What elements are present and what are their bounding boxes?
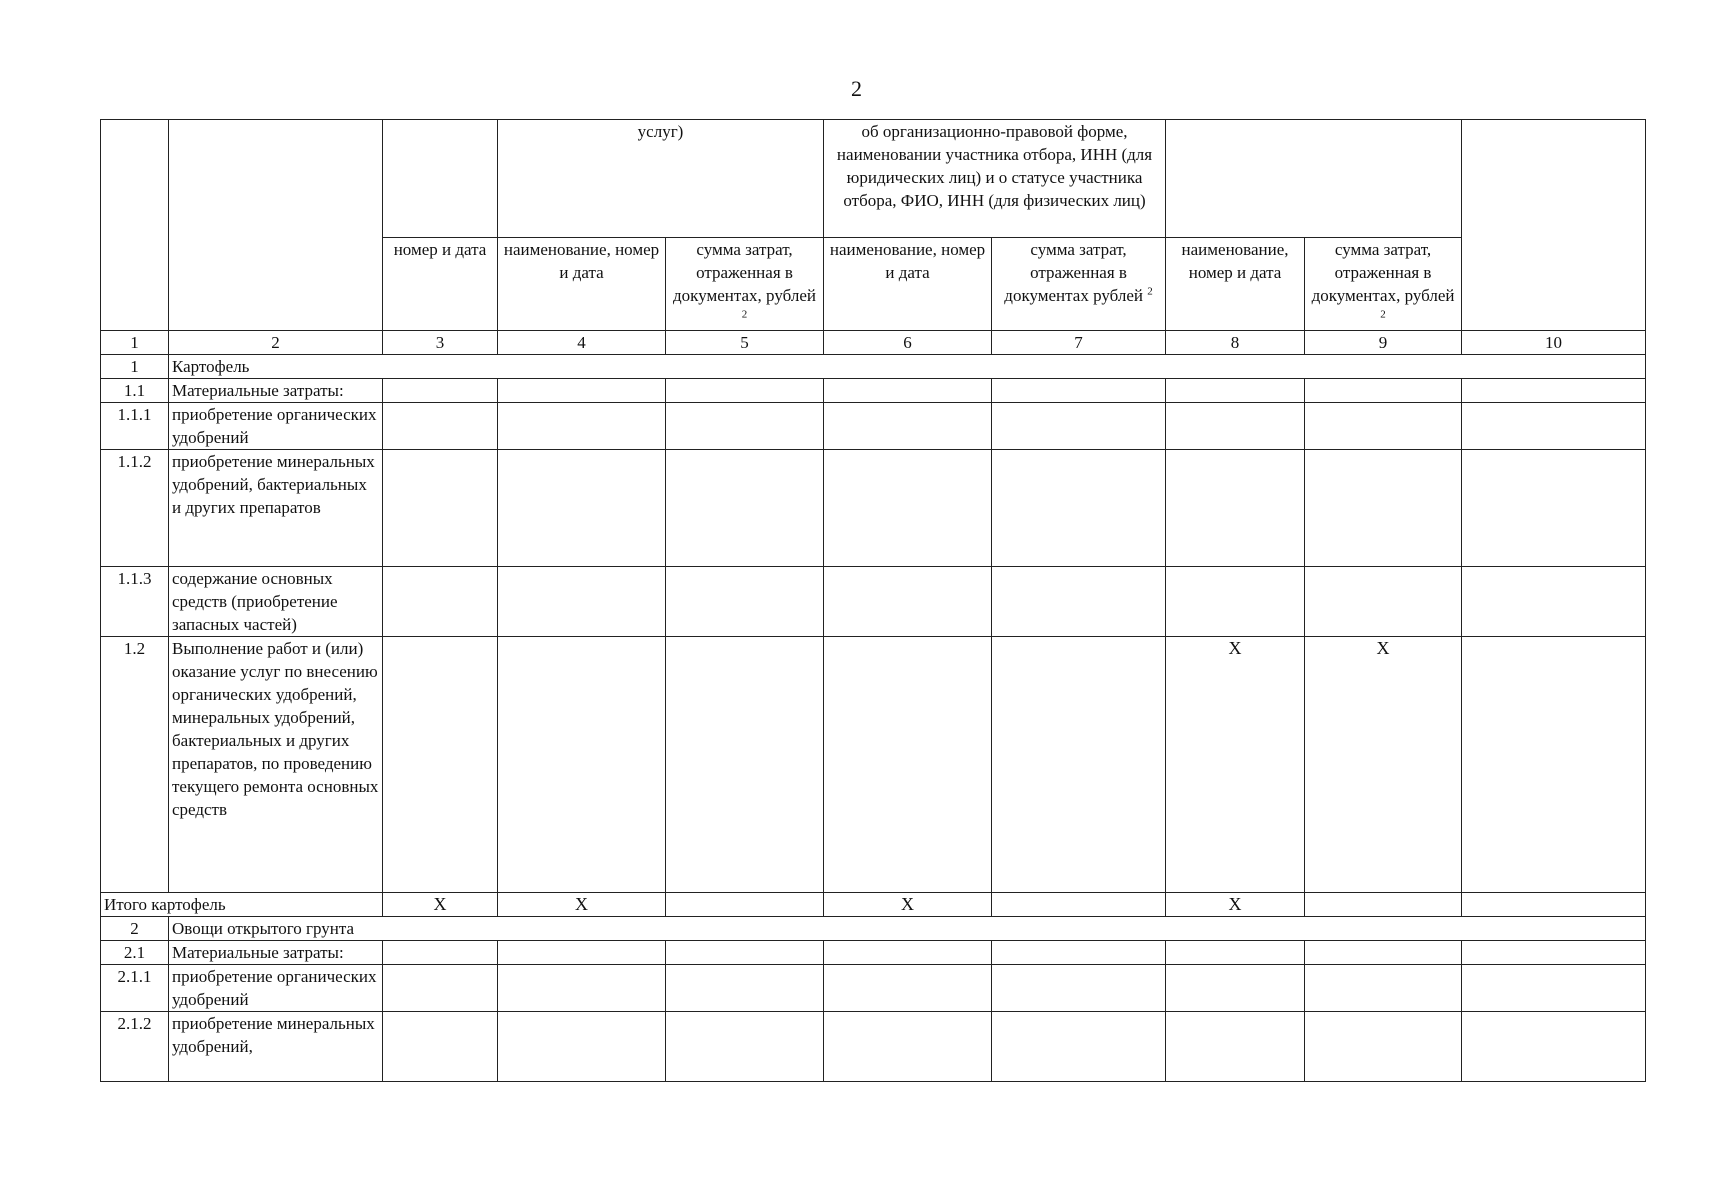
cell	[498, 941, 666, 965]
column-number: 10	[1462, 331, 1646, 355]
cell	[1462, 567, 1646, 637]
table-row	[101, 567, 1646, 637]
header-col6: наименование, номер и дата	[824, 238, 992, 331]
table-row	[101, 450, 1646, 567]
header-row-top	[101, 120, 1646, 238]
cell	[498, 379, 666, 403]
cell	[498, 637, 666, 893]
section-title: Овощи открытого грунта	[169, 917, 1646, 941]
page-number: 2	[851, 76, 862, 101]
cell	[1166, 1012, 1305, 1082]
cell	[992, 567, 1166, 637]
cell	[666, 403, 824, 450]
cell	[824, 637, 992, 893]
row-name: приобретение минеральных удобрений,	[169, 1012, 383, 1082]
column-number: 7	[992, 331, 1166, 355]
cell	[1462, 379, 1646, 403]
header-col7	[992, 238, 1166, 331]
row-name: содержание основных средств (приобретение запасных частей)	[169, 567, 383, 637]
cell	[1305, 893, 1462, 917]
cell	[1462, 403, 1646, 450]
cell	[383, 637, 498, 893]
footnote-mark: 2	[1147, 285, 1153, 298]
section-row-potato	[101, 355, 1646, 379]
table-row	[101, 637, 1646, 893]
row-number: 1.1.2	[101, 450, 169, 567]
cell	[1462, 965, 1646, 1012]
header-col5-text: сумма затрат, отраженная в документах, рублей	[673, 240, 816, 305]
row-name: Выполнение работ и (или) оказание услуг по внесению органических удобрений, минеральных удобрений, бактериальных и других препаратов, по проведению текущего ремонта основных средств	[169, 637, 383, 893]
column-number: 2	[169, 331, 383, 355]
header-col4: наименование, номер и дата	[498, 238, 666, 331]
cell	[383, 965, 498, 1012]
row-name: приобретение органических удобрений	[169, 403, 383, 450]
cell	[1305, 941, 1462, 965]
cell	[498, 450, 666, 567]
cell	[666, 893, 824, 917]
footnote-mark: 2	[1380, 308, 1386, 321]
cell	[498, 965, 666, 1012]
header-col5	[666, 238, 824, 331]
row-name: приобретение минеральных удобрений, бактериальных и других препаратов	[169, 450, 383, 567]
cell	[1462, 637, 1646, 893]
column-numbers-row	[101, 331, 1646, 355]
cell	[992, 450, 1166, 567]
row-number: 2.1	[101, 941, 169, 965]
cell	[498, 567, 666, 637]
cell	[824, 941, 992, 965]
cell	[383, 379, 498, 403]
footnote-mark: 2	[741, 308, 748, 321]
header-col7-text: сумма затрат, отраженная в документах рублей	[1004, 240, 1143, 305]
cell	[383, 403, 498, 450]
cell	[1305, 965, 1462, 1012]
cell	[1166, 567, 1305, 637]
cell	[1166, 941, 1305, 965]
column-number: 5	[666, 331, 824, 355]
row-number: 1.1.3	[101, 567, 169, 637]
cost-table	[100, 119, 1646, 1082]
x-mark: X	[824, 893, 992, 917]
cell	[992, 637, 1166, 893]
cell	[1305, 1012, 1462, 1082]
cell	[1166, 450, 1305, 567]
row-name: Материальные затраты:	[169, 941, 383, 965]
cell	[992, 893, 1166, 917]
cell	[666, 450, 824, 567]
header-col9	[1305, 238, 1462, 331]
cell	[383, 567, 498, 637]
cell	[1305, 450, 1462, 567]
cell	[666, 567, 824, 637]
x-mark: X	[1305, 637, 1462, 893]
cell	[824, 965, 992, 1012]
cell	[666, 965, 824, 1012]
section-title: Картофель	[169, 355, 1646, 379]
cell	[666, 379, 824, 403]
cell	[992, 965, 1166, 1012]
cell	[1166, 965, 1305, 1012]
x-mark: X	[383, 893, 498, 917]
header-col10-cell	[1462, 120, 1646, 331]
table-row	[101, 403, 1646, 450]
row-number: 2.1.1	[101, 965, 169, 1012]
cell	[824, 379, 992, 403]
column-number: 1	[101, 331, 169, 355]
column-number: 8	[1166, 331, 1305, 355]
cell	[666, 1012, 824, 1082]
cell	[1462, 1012, 1646, 1082]
cell	[1166, 403, 1305, 450]
x-mark: X	[1166, 893, 1305, 917]
table-row	[101, 1012, 1646, 1082]
cell	[992, 403, 1166, 450]
column-number: 9	[1305, 331, 1462, 355]
cell	[666, 941, 824, 965]
cell	[383, 1012, 498, 1082]
cell	[992, 1012, 1166, 1082]
cell	[383, 450, 498, 567]
row-number: 1	[101, 355, 169, 379]
cell	[824, 567, 992, 637]
header-group-8-9	[1166, 120, 1462, 238]
header-group-6-7: об организационно-правовой форме, наименовании участника отбора, ИНН (для юридических лиц) и о статусе участника отбора, ФИО, ИНН (для физических лиц)	[824, 120, 1166, 238]
header-col2-cell	[169, 120, 383, 331]
cell	[824, 1012, 992, 1082]
row-number: 1.1	[101, 379, 169, 403]
cell	[383, 941, 498, 965]
cell	[666, 637, 824, 893]
row-name: приобретение органических удобрений	[169, 965, 383, 1012]
section-row-vegetables	[101, 917, 1646, 941]
table-row	[101, 941, 1646, 965]
table-row	[101, 965, 1646, 1012]
column-number: 3	[383, 331, 498, 355]
cell	[992, 379, 1166, 403]
header-col3: номер и дата	[383, 238, 498, 331]
row-name: Материальные затраты:	[169, 379, 383, 403]
cell	[1305, 567, 1462, 637]
cell	[992, 941, 1166, 965]
cell	[1305, 379, 1462, 403]
row-number: 1.2	[101, 637, 169, 893]
row-number: 2	[101, 917, 169, 941]
header-group-4-5: услуг)	[498, 120, 824, 238]
cell	[1462, 893, 1646, 917]
table-row	[101, 379, 1646, 403]
cell	[824, 403, 992, 450]
cell	[498, 403, 666, 450]
cell	[1305, 403, 1462, 450]
row-number: 1.1.1	[101, 403, 169, 450]
row-number: 2.1.2	[101, 1012, 169, 1082]
cell	[1166, 379, 1305, 403]
total-label: Итого картофель	[101, 893, 383, 917]
header-col1-cell	[101, 120, 169, 331]
header-col8: наименование, номер и дата	[1166, 238, 1305, 331]
cell	[1462, 941, 1646, 965]
x-mark: X	[498, 893, 666, 917]
total-row-potato	[101, 893, 1646, 917]
cell	[1462, 450, 1646, 567]
header-col9-text: сумма затрат, отраженная в документах, рублей	[1311, 240, 1455, 305]
header-col3-top-cell	[383, 120, 498, 238]
cell	[824, 450, 992, 567]
cell	[498, 1012, 666, 1082]
x-mark: X	[1166, 637, 1305, 893]
column-number: 6	[824, 331, 992, 355]
column-number: 4	[498, 331, 666, 355]
